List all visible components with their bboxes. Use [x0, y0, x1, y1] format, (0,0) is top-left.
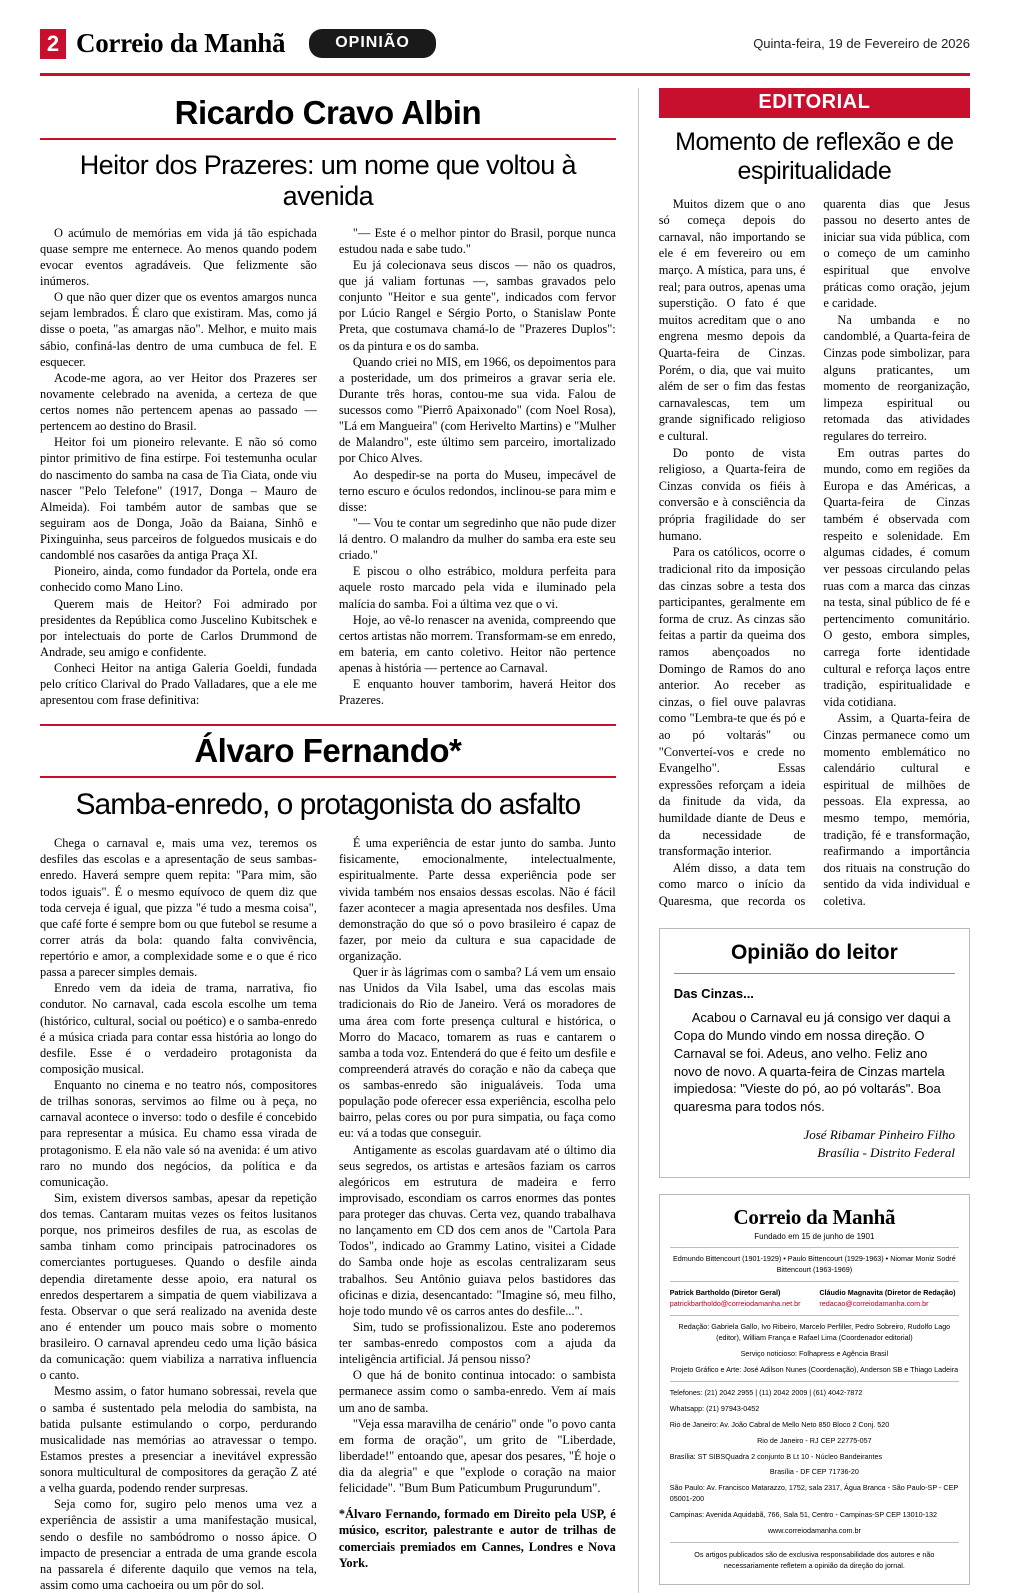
paragraph: Do ponto de vista religioso, a Quarta-feira de Cinzas convida os fiéis à conversão e à consciência da própria fragilidade do ser humano.: [658, 445, 806, 543]
article-ricardo-cravo-albin: [40, 94, 616, 708]
paragraph: Hoje, ao vê-lo renascer na avenida, compreendo que certos artistas não morrem. Transformam-se em enredo, em bateria, em canto coletivo. Heitor não pertence apenas à história — pertence ao Carnaval.: [338, 612, 616, 675]
paragraph: Seja como for, sugiro pelo menos uma vez a experiência de assistir a uma manifestação musical, sendo o desfile no sambódromo o nosso ápice. O impacto de presenciar a entrada de uma grande escola na passarela é diferente daquilo que vemos na tela, assim como uma cachoeira ou um pôr do sol.: [40, 1497, 317, 1592]
reader-opinion-text: Acabou o Carnaval eu já consigo ver daqui a Copa do Mundo vindo em nossa direção. O Carnaval se foi. Adeus, ano velho. Feliz ano novo de novo. A quarta-feira de Cinzas martela impiedosa: "Vieste do pó, ao pó voltarás". Boa quaresma para todos nós.: [673, 1009, 951, 1115]
expediente-box: [659, 1194, 970, 1585]
paragraph: Chega o carnaval e, mais uma vez, teremos os desfiles das escolas e a apresentação de seus sambas-enredo. Haverá sempre quem repita: "Para mim, são todos iguais". É o mesmo equívoco de quem diz que toda cerveja é igual, que pizza "é tudo a mesma coisa", que café forte é sempre bom ou que futebol se resume a correr atrás da bola: quando falta convivência, repertório e amor, a complexidade some e o que é rico passa a parecer simples demais.: [40, 836, 317, 980]
article2-top-divider: [40, 724, 616, 726]
paragraph: Querem mais de Heitor? Foi admirado por presidentes da República como Juscelino Kubitschek e por intelectuais do porte de Carlos Drummond de Andrade, seu amigo e confidente.: [40, 596, 317, 659]
paragraph: Enredo vem da ideia de trama, narrativa, fio condutor. No carnaval, cada escola escolhe um tema (histórico, cultural, social ou poético) e o samba-enredo é a música criada para contar essa história ao longo do desfile. Esse é o verdadeiro protagonista da composição musical.: [40, 981, 317, 1076]
paragraph: Conheci Heitor na antiga Galeria Goeldi, fundada pelo crítico Clarival do Prado Valladares, que a ele me apresentou com frase definitiva:: [40, 661, 317, 708]
expediente-divider-3: [670, 1315, 959, 1316]
paragraph: Heitor foi um pioneiro relevante. E não só como pintor primitivo de fina estirpe. Foi testemunha ocular do nascimento do samba na casa de Tia Ciata, onde viu nascer "Pelo Telefone" (1917, Donga – Mauro de Almeida). Foi também autor de sambas que se seguiram aos de Donga, João da Baiana, Sinhô e Pixinguinha, seus parceiros de folguedos musicais e do candomblé nos casarões da antiga Praça XI.: [40, 435, 317, 563]
expediente-contact-1: Telefones: (21) 2042 2955 | (11) 2042 2009 | (61) 4042-7872: [669, 1388, 863, 1398]
editorial-label: EDITORIAL: [659, 88, 970, 118]
page-number: 2: [40, 29, 66, 59]
expediente-director-general: Patrick Bartholdo (Diretor Geral): [669, 1288, 781, 1298]
paper-name: Correio da Manhã: [76, 28, 286, 58]
content-grid: [40, 88, 970, 1593]
reader-opinion-author: [674, 1126, 955, 1161]
expediente-editor-in-chief: Cláudio Magnavita (Diretor de Redação): [819, 1288, 956, 1298]
masthead-divider: [40, 73, 970, 76]
article1-author: Ricardo Cravo Albin: [174, 94, 482, 131]
expediente-divider-5: [670, 1542, 959, 1543]
paragraph: Enquanto no cinema e no teatro nós, compositores de trilhas sonoras, servimos ao filme ou à peça, no carnaval acontece o inverso: todo o desfile é concebido para representar a música. Eu chamo essa virada de protagonismo. E ela não vale só na avenida: é um ativo raro no mundo dos negócios, da política e da comunicação.: [40, 1078, 317, 1189]
paragraph: Na umbanda e no candomblé, a Quarta-feira de Cinzas pode simbolizar, para alguns praticantes, um momento de reorganização, limpeza espiritual ou retomada das atividades regulares do terreiro.: [823, 312, 970, 444]
article2-body: [40, 835, 616, 1593]
paragraph: Eu já colecionava seus discos — não os quadros, que já valiam fortunas —, sambas gravados pelo conjunto "Heitor e sua gente", indicados com fervor por Lúcio Rangel e Sérgio Porto, o Stanislaw Ponte Preta, que costumava chamá-lo de "Prazeres Duplos": os da pintura e os do samba.: [338, 257, 616, 353]
expediente-contact-5: Brasília: ST SIBSQuadra 2 conjunto B Lt 10 - Núcleo Bandeirantes: [669, 1451, 883, 1461]
expediente-redaction-email[interactable]: redacao@correiodamanha.com.br: [819, 1298, 929, 1308]
expediente-staff-1: Redação: Gabriela Gallo, Ivo Ribeiro, Marcelo Perfiller, Pedro Sobreiro, Rudolfo Lago (editor), William França e Rafael Lima (Coordenador editorial): [678, 1322, 951, 1342]
editorial-title: Momento de reflexão e de espiritualidade: [675, 128, 954, 185]
article1-headline: Heitor dos Prazeres: um nome que voltou à avenida: [79, 150, 576, 212]
expediente-contact-4: Rio de Janeiro - RJ CEP 22775-057: [757, 1435, 872, 1445]
paragraph: Para os católicos, ocorre o tradicional rito da imposição das cinzas sobre a testa dos participantes, geralmente em forma de cruz. As cinzas são feitas a partir da queima dos ramos abençoados no Domingo de Ramos do ano anterior. Ao receber as cinzas, o fiel ouve palavras como "Lembra-te que és pó e ao pó voltarás" ou "Converteí-vos e crede no Evangelho". Essas expressões reforçam a ideia da finitude da vida, da humildade diante de Deus e da necessidade de transformação interior.: [658, 545, 806, 859]
article2-signature: *Álvaro Fernando, formado em Direito pela USP, é músico, escritor, palestrante e autor de trilhas de comerciais premiados em Cannes, Londres e Nova York.: [338, 1507, 616, 1570]
paragraph: Sim, tudo se profissionalizou. Este ano poderemos ter sambas-enredo compostos com a ajuda da inteligência artificial. Já pensou nisso?: [338, 1319, 616, 1367]
reader-opinion-author-location: Brasília - Distrito Federal: [817, 1144, 955, 1160]
article2-author: Álvaro Fernando*: [194, 732, 462, 770]
paragraph: O acúmulo de memórias em vida já tão espichada quase sempre me enternece. Ao menos quando podem evocar eventos agradáveis. Que felizmente são inúmeros.: [40, 225, 317, 288]
expediente-divider-4: [670, 1381, 959, 1382]
masthead: [40, 28, 970, 65]
expediente-contact-2: Whatsapp: (21) 97943-0452: [669, 1404, 760, 1414]
paragraph: O que não quer dizer que os eventos amargos nunca sejam lembrados. É claro que existiram. Mas, como já disse o poeta, "as amargas não". Melhor, e muito mais sábio, confiná-las dentro de uma cumbuca de fel. E esquecer.: [40, 290, 317, 369]
paragraph: "— Vou te contar um segredinho que não pude dizer lá dentro. O malandro da mulher do samba era este seu criado.": [338, 515, 616, 563]
article2-author-divider: [40, 776, 616, 778]
left-column: [40, 88, 616, 1593]
expediente-founded: Fundado em 15 de junho de 1901: [754, 1232, 875, 1242]
reader-opinion-subject: Das Cinzas...: [673, 985, 754, 1001]
paragraph: "Veja essa maravilha de cenário" onde "o povo canta em forma de oração", um grito de "Liberdade, liberdade!" entoando que, apesar dos pesares, "É hoje o dia da alegria" e que "explode o coração na maior felicidade". "Bum Bum Paticumbum Prugurundum".: [338, 1416, 616, 1496]
paragraph: Mesmo assim, o fator humano sobressai, revela que o samba é sustentado pela melodia do sambista, na batida pulsante estimulando o corpo, perdurando musicalidade nas memórias ao atravessar o tempo. Estamos prestes a presenciar a inevitável expressão sonora multicultural de compositores da geração Z até a velha guarda, podendo render surpresas.: [40, 1384, 317, 1496]
paragraph: Em outras partes do mundo, como em regiões da Europa e das Américas, a Quarta-feira de Cinzas também é observada com respeito e solenidade. Em algumas cidades, é comum ver pessoas circulando pelas ruas com a marca das cinzas na testa, sinal público de fé e pertencimento comunitário. O gesto, embora simples, carrega forte identidade cultural e reforça laços entre tradição, espiritualidade e vida cotidiana.: [823, 445, 970, 709]
paragraph: Quer ir às lágrimas com o samba? Lá vem um ensaio nas Unidos da Vila Isabel, uma das escolas mais tradicionais do Rio de Janeiro. Verá os moradores de uma área com forte presença cultural e histórica, o Morro do Macaco, tomarem as ruas e cantarem o samba a toda voz. Entenderá do que é feito um desfile e compreenderá através do coração e não da cabeça que os sambas-enredo são inigualáveis. Toda uma população pode oferecer essa experiência, escolha pelo bairro, pelas cores ou por pura simpatia, ou faça como eu: vá a todas que conseguir.: [338, 965, 616, 1141]
article1-body: [40, 225, 616, 709]
expediente-staff-3: Projeto Gráfico e Arte: José Adilson Nunes (Coordenação), Anderson SB e Thiago Ladeira: [670, 1364, 959, 1374]
paragraph: E enquanto houver tamborim, haverá Heitor dos Prazeres.: [338, 677, 616, 708]
expediente-disclaimer: Os artigos publicados são de exclusiva responsabilidade dos autores e não necessariamente refletem a opinião da direção do jornal.: [694, 1550, 935, 1571]
paragraph: Assim, a Quarta-feira de Cinzas permanece como um momento emblemático no calendário cultural e espiritual de milhões de pessoas. Ela expressa, ao mesmo tempo, memória, tradição, fé e transformação, reafirmando a importância dos rituais na construção do sentido da vida individual e coletiva.: [823, 711, 970, 909]
paragraph: Acode-me agora, ao ver Heitor dos Prazeres ser novamente celebrado na avenida, a certeza de que certos nomes não pertencem apenas ao passado — pertencem ao destino do Brasil.: [40, 370, 317, 434]
paragraph: Sim, existem diversos sambas, apesar da repetição dos temas. Cantaram muitas vezes os feitos lusitanos porque, nos primeiros desfiles de rua, as escolas de samba tinham como principais patrocinadores os comerciantes portugueses. Quando o desfile ainda dependia diretamente desse apoio, era natural os enredos despertarem a simpatia de quem viabilizava a festa. Observar o que será realizado na avenida deste ano é entender um pouco mais sobre o momento brasileiro. O carnaval aprendeu cedo uma lição básica da comunicação: quem viabiliza a narrativa influencia o canto.: [40, 1190, 317, 1383]
reader-opinion-title: Opinião do leitor: [730, 940, 898, 964]
expediente-contact-8: Campinas: Avenida Aquidabã, 766, Sala 51, Centro - Campinas-SP CEP 13010-132: [669, 1509, 938, 1519]
expediente-divider-1: [670, 1247, 959, 1248]
expediente-staff-2: Serviço noticioso: Folhapress e Agência Brasil: [740, 1348, 889, 1358]
article1-author-divider: [40, 138, 616, 140]
paragraph: Antigamente as escolas guardavam até o último dia seus segredos, os artistas e artesãos faziam os carros alegóricos em estrutura de madeira e ferro improvisado, escondiam os carros enormes das pontes para proteger das chuvas. Certa vez, quando trabalhava no lançamento em CD dos cem anos de "Cartola Para Todos", indicado ao Grammy Latino, visitei a Cidade do Samba onde hoje as escolas centralizaram seus trabalhos. Seu Antônio guiava pelos bastidores das oficinas e dizia, desencantado: "Imagine só, meu filho, hoje todo mundo vê os carros antes do desfile...".: [338, 1142, 616, 1318]
paragraph: "— Este é o melhor pintor do Brasil, porque nunca estudou nada e sabe tudo.": [338, 225, 616, 256]
paragraph: É uma experiência de estar junto do samba. Junto fisicamente, emocionalmente, intelectualmente, espiritualmente. Parte dessa experiência pode ser vivida também nos ensaios dessas escolas. Não é fácil fazer acontecer a magia apresentada nos desfiles. Uma demonstração do que só o povo brasileiro é capaz de fazer, por meio da cultura e sua capacidade de organização.: [338, 836, 616, 964]
expediente-contact-3: Rio de Janeiro: Av. João Cabral de Mello Neto 850 Bloco 2 Conj. 520: [669, 1419, 890, 1429]
article-alvaro-fernando: [40, 724, 616, 1593]
paragraph: Muitos dizem que o ano só começa depois do carnaval, não importando se ele é em fevereiro ou em março. A mística, para uns, é real; para outros, apenas uma superstição. O fato é que muitos acreditam que o ano engrena mesmo depois da Quarta-feira de Cinzas. Porém, o dia, que vai muito além de ser o fim das festas carnavalescas, tem um grande significado religioso e cultural.: [658, 196, 806, 444]
paragraph: Além disso, a data tem como marco o início da Quaresma, que recorda os quarenta dias que Jesus passou no deserto antes de iniciar sua vida pública, com o começo de um caminho espiritual que envolve práticas como oração, jejum e caridade.: [658, 196, 970, 909]
paragraph: Quando criei no MIS, em 1966, os depoimentos para a posteridade, um dos primeiros a gravar seria ele. Durante três horas, contou-me sua vida. Falou de sucessos como "Pierrô Apaixonado" (com Noel Rosa), "Lá em Mangueira" (com Herivelto Martins) e "Mulher de Malandro", este último sem parceiro, imortalizado por Chico Alves.: [338, 354, 616, 466]
expediente-paper-name: Correio da Manhã: [733, 1205, 896, 1230]
editorial-body: [659, 196, 970, 910]
expediente-director-email[interactable]: patrickbartholdo@correiodamanha.net.br: [669, 1298, 801, 1308]
paragraph: Pioneiro, ainda, como fundador da Portela, onde era conhecido como Mano Lino.: [40, 564, 317, 595]
publication-date: Quinta-feira, 19 de Fevereiro de 2026: [753, 36, 970, 51]
expediente-directors: [670, 1288, 959, 1309]
expediente-divider-2: [670, 1281, 959, 1282]
reader-opinion-box: [659, 928, 970, 1179]
expediente-contact-6: Brasília - DF CEP 71736-20: [769, 1467, 859, 1477]
reader-opinion-author-name: José Ribamar Pinheiro Filho: [803, 1127, 955, 1143]
editorial: [659, 88, 970, 910]
expediente-founders: Edmundo Bittencourt (1901-1929) • Paulo Bittencourt (1929-1963) • Niomar Moniz Sodré Bittencourt (1963-1969): [673, 1254, 956, 1274]
expediente-contact-7: São Paulo: Av. Francisco Matarazzo, 1752, sala 2317, Água Branca - São Paulo-SP - CEP 05001-200: [669, 1483, 959, 1503]
article2-headline: Samba-enredo, o protagonista do asfalto: [75, 788, 581, 822]
right-column: [638, 88, 970, 1593]
reader-opinion-divider: [674, 973, 955, 974]
paragraph: E piscou o olho estrábico, moldura perfeita para aquele rosto marcado pela vida e iluminado pela malícia do samba. Foi a última vez que o vi.: [338, 564, 616, 611]
expediente-website[interactable]: www.correiodamanha.com.br: [767, 1525, 861, 1535]
paragraph: O que há de bonito continua intocado: o sambista permanece assim como o samba-enredo. Vem aí mais um ano de samba.: [338, 1368, 616, 1415]
paragraph: Ao despedir-se na porta do Museu, impecável de terno escuro e óculos redondos, inclinou-se para mim e disse:: [338, 467, 616, 514]
section-badge: OPINIÃO: [309, 29, 436, 58]
